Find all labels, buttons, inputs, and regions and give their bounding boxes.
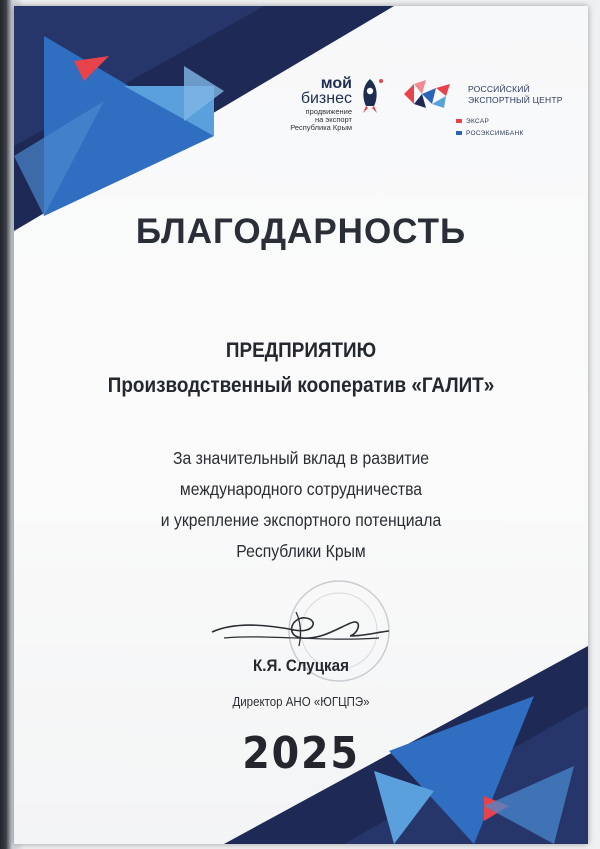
reason-line: За значительный вклад в развитие [172,448,430,468]
eksar-mark-icon [456,119,462,123]
moy-biznes-sub1: продвижение [305,107,352,116]
moy-biznes-logo [254,76,394,146]
signer-name: К.Я. Слуцкая [253,657,349,675]
rec-sub-roseksimbank [456,130,524,137]
moy-biznes-sub2: на экспорт [314,115,352,124]
reason-line: международного сотрудничества [179,479,423,499]
moy-biznes-sub3: Республика Крым [290,123,352,132]
rec-title [468,84,563,106]
recipient-name: Производственный кооператив «ГАЛИТ» [107,374,495,397]
moy-biznes-line1: мой [320,75,352,92]
recipient-label: ПРЕДПРИЯТИЮ [225,339,377,362]
certificate-year: 2025 [242,728,360,779]
certificate-heading: БЛАГОДАРНОСТЬ [135,212,467,251]
moy-biznes-subtitle [290,108,352,132]
rocket-icon [354,76,386,116]
signature [204,602,404,652]
moy-biznes-line2: бизнес [300,90,352,107]
reason-line: и укрепление экспортного потенциала [160,510,442,530]
rec-emblem-icon [400,78,458,110]
moy-biznes-wordmark [301,76,352,106]
reason-line: Республики Крым [236,541,366,561]
certificate-sheet [14,6,588,844]
reason-text [43,443,560,567]
rec-sub-eksar [456,118,489,125]
rec-sub2: РОСЭКСИМБАНК [466,130,524,137]
signer-position: Директор АНО «ЮГЦПЭ» [232,695,370,709]
rec-logo [398,78,568,148]
rec-title1: РОССИЙСКИЙ [468,84,530,94]
rec-sub1: ЭКСАР [466,118,490,125]
roseksimbank-mark-icon [456,131,462,135]
rec-title2: ЭКСПОРТНЫЙ ЦЕНТР [468,95,563,105]
